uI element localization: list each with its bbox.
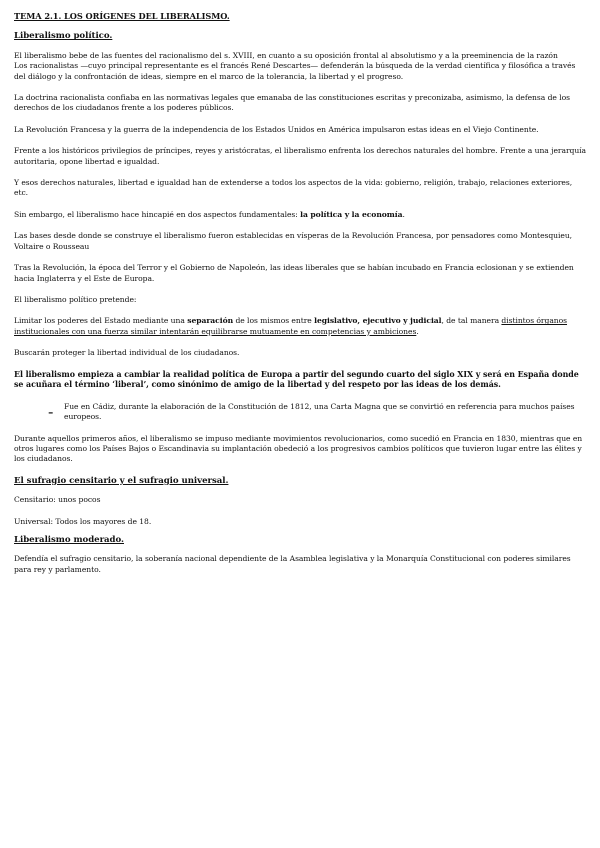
paragraph-censitario: Censitario: unos pocos <box>14 495 101 505</box>
paragraph-privilegios: Frente a los históricos privilegios de príncipes, reyes y aristócratas, el liberalismo enfrenta los derechos naturales del hombre. Frente a una jerarquía autoritaria, opone libertad e igualdad. <box>14 146 587 166</box>
heading-sufragio: El sufragio censitario y el sufragio universal. <box>14 475 229 486</box>
paragraph-racionalismo <box>14 51 588 82</box>
paragraph-bases: Las bases desde donde se construye el liberalismo fueron establecidas en vísperas de la Revolución Francesa, por pensadores como Montesquieu, Voltaire o Rousseau <box>14 231 573 251</box>
limitar-text-e: , de tal manera <box>441 316 502 326</box>
limitar-separacion: separación <box>187 316 234 326</box>
limitar-underlined: distintos órganos institucionales con una fuerza similar intentarán equilibrarse mutuamente en competencias y ambiciones <box>14 316 568 336</box>
heading-liberalismo-moderado: Liberalismo moderado. <box>14 534 124 545</box>
paragraph-liberal-espana: El liberalismo empieza a cambiar la realidad política de Europa a partir del segundo cuarto del siglo XIX y será en España donde se acuñara el término ‘liberal’, como sinónimo de amigo de la libertad y del respeto por las ideas de los demás. <box>14 369 579 390</box>
aspectos-end: . <box>402 209 405 219</box>
paragraph-moderado: Defendía el sufragio censitario, la soberanía nacional dependiente de la Asamblea legislativa y la Monarquía Constitucional con poderes similares para rey y parlamento. <box>14 554 571 574</box>
paragraph-revolucion-francesa: La Revolución Francesa y la guerra de la independencia de los Estados Unidos en América impulsaron estas ideas en el Viejo Continente. <box>14 124 539 134</box>
paragraph-napoleon: Tras la Revolución, la época del Terror y el Gobierno de Napoleón, las ideas liberales que se habían incubado en Francia eclosionan y se extienden hacia Inglaterra y el Este de Europa. <box>14 263 574 283</box>
list-item-cadiz: Fue en Cádiz, durante la elaboración de la Constitución de 1812, una Carta Magna que se convirtió en referencia para muchos países europeos. <box>64 401 575 422</box>
paragraph-libertad-individual: Buscarán proteger la libertad individual de los ciudadanos. <box>14 348 240 358</box>
document-title: TEMA 2.1. LOS ORÍGENES DEL LIBERALISMO. <box>14 11 230 21</box>
aspectos-bold: la política y la economía <box>300 209 403 219</box>
heading-liberalismo-politico: Liberalismo político. <box>14 31 113 42</box>
limitar-text-a: Limitar los poderes del Estado mediante una <box>14 316 188 326</box>
list-item <box>48 402 588 423</box>
paragraph-primeros-anos: Durante aquellos primeros años, el liberalismo se impuso mediante movimientos revolucionarios, como sucedió en Francia en 1830, mientras que en otros lugares como los Países Bajos o Escandinavia su implantación obedeció a los progresivos cambios políticos que tuvieron lugar entre las élites y los ciudadanos. <box>14 433 583 464</box>
paragraph-pretende: El liberalismo político pretende: <box>14 294 137 304</box>
paragraph-limitar-poderes <box>14 316 588 337</box>
limitar-text-c: de los mismos entre <box>233 316 315 326</box>
bullet-dash: - <box>48 401 54 421</box>
paragraph-racionalismo-line1: El liberalismo bebe de las fuentes del racionalismo del s. XVIII, en cuanto a su oposición frontal al absolutismo y a la preeminencia de la razón <box>14 50 558 60</box>
aspectos-text: Sin embargo, el liberalismo hace hincapié en dos aspectos fundamentales: <box>14 209 301 219</box>
paragraph-aspectos-fundamentales <box>14 210 588 220</box>
paragraph-racionalismo-rest: Los racionalistas —cuyo principal representante es el francés René Descartes— defenderán la búsqueda de la verdad científica y filosófica a través del diálogo y la confrontación de ideas, siempre en el marco de la tolerancia, la libertad y el progreso. <box>14 61 576 81</box>
limitar-poderes-bold: legislativo, ejecutivo y judicial <box>314 316 442 326</box>
limitar-text-g: . <box>416 326 419 336</box>
paragraph-doctrina: La doctrina racionalista confiaba en las normativas legales que emanaba de las constituciones escritas y preconizaba, asimismo, la defensa de los derechos de los ciudadanos frente a los poderes públicos. <box>14 93 570 113</box>
paragraph-universal: Universal: Todos los mayores de 18. <box>14 516 152 526</box>
paragraph-derechos-naturales: Y esos derechos naturales, libertad e igualdad han de extenderse a todos los aspectos de la vida: gobierno, religión, trabajo, relaciones exteriores, etc. <box>14 178 573 198</box>
